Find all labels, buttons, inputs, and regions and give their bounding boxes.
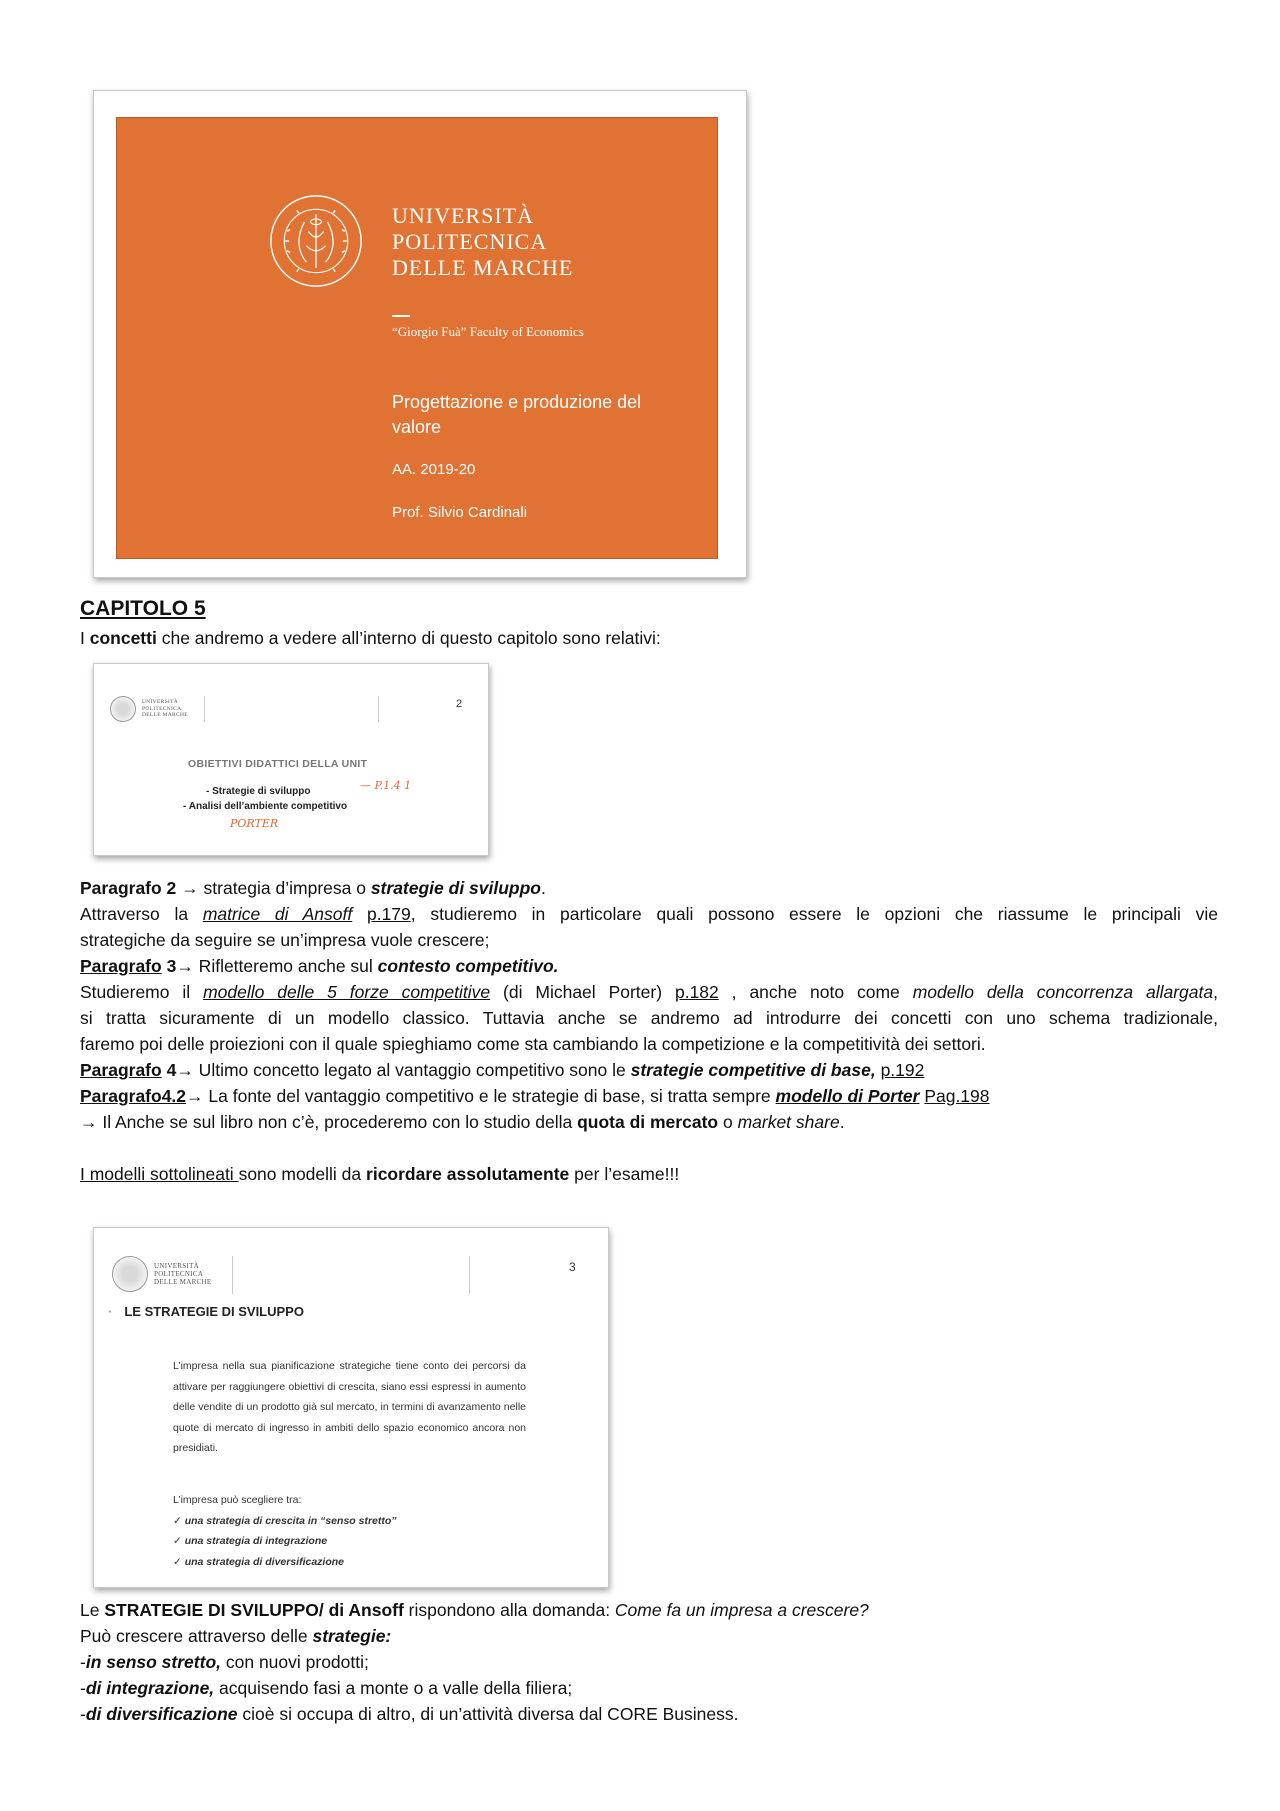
chapter-heading: CAPITOLO 5 [80,597,206,620]
slide-choices: L’impresa può scegliere tra: ✓ una strategia di crescita in “senso stretto” ✓ una strategia di integrazione ✓ una strategia di diversificazione [173,1490,526,1572]
objective-item: - Analisi dell’ambiente competitivo [183,801,348,812]
title-slide-image [93,90,747,578]
professor-name: Prof. Silvio Cardinali [392,504,528,521]
objective-item: - Strategie di sviluppo [206,786,311,797]
slide-page-number: 3 [569,1260,576,1274]
porter-line: Studieremo il modello delle 5 forze competitive (di Michael Porter) p.182 , anche noto come modello della concorrenza allargata, [80,982,1218,1002]
strategy-item: -in senso stretto, con nuovi prodotti; [80,1652,369,1672]
body-line: faremo poi delle proiezioni con il quale spieghiamo come sta cambiando la competizione e la competitività dei settori. [80,1034,986,1054]
choice-item: ✓ una strategia di diversificazione [173,1555,345,1568]
slide-page-number: 2 [456,698,463,710]
title-slide-background [116,117,718,559]
faculty-name: “Giorgio Fuà” Faculty of Economics [392,324,584,339]
handwritten-note: PORTER [230,817,279,830]
header-divider [469,1256,470,1294]
paragraph-4-line: Paragrafo 4→ Ultimo concetto legato al vantaggio competitivo sono le strategie competitive di base, p.192 [80,1060,925,1080]
header-divider [378,696,379,722]
strategy-item: -di integrazione, acquisendo fasi a monte o a valle della filiera; [80,1678,573,1698]
chapter-intro: I concetti che andremo a vedere all’interno di questo capitolo sono relativi: [80,628,661,648]
strategies-slide-image [93,1227,609,1588]
body-line: si tratta sicuramente di un modello classico. Tuttavia anche se andremo ad introdurre dei concetti con uno schema tradizionale, [80,1008,1218,1028]
header-divider [204,696,205,722]
university-seal-icon [110,696,136,722]
handwritten-note: — P.1.4 1 [360,779,412,792]
slide-logo: UNIVERSITÀ POLITECNICA DELLE MARCHE [110,696,188,722]
exam-note: I modelli sottolineati sono modelli da ricordare assolutamente per l’esame!!! [80,1164,680,1184]
slide-title: · LE STRATEGIE DI SVILUPPO [108,1304,304,1319]
objectives-slide-image [93,663,489,856]
university-name: UNIVERSITÀ POLITECNICA DELLE MARCHE [392,203,574,280]
market-share-line: → Il Anche se sul libro non c’è, procederemo con lo studio della quota di mercato o market share. [80,1112,845,1132]
university-seal-icon [268,193,364,289]
paragraph-2-line: Paragrafo 2 → strategia d’impresa o strategie di sviluppo. [80,878,546,898]
academic-year: AA. 2019-20 [392,461,476,478]
ansoff-line: Attraverso la matrice di Ansoff p.179, studieremo in particolare quali possono essere le opzioni che riassume le principali vie [80,904,1218,924]
strategies-intro: Può crescere attraverso delle strategie: [80,1626,392,1646]
paragraph-3-line: Paragrafo 3→ Rifletteremo anche sul contesto competitivo. [80,956,559,976]
slide-logo: UNIVERSITÀ POLITECNICA DELLE MARCHE [112,1256,211,1292]
header-divider [232,1256,233,1294]
paragraph-4-2-line: Paragrafo4.2→ La fonte del vantaggio competitivo e le strategie di base, si tratta sempre modello di Porter Pag.198 [80,1086,990,1106]
choice-item: ✓ una strategia di integrazione [173,1535,328,1547]
body-line: strategiche da seguire se un’impresa vuole crescere; [80,930,490,950]
slide-paragraph: L’impresa nella sua pianificazione strategiche tiene conto dei percorsi da attivare per raggiungere obiettivi di crescita, siano essi espressi in aumento delle vendite di un prodotto già sul mercato, in termini di avanzamento nelle quote di mercato di ingresso in ambiti dello spazio economico ancora non presidiati. [173,1360,526,1454]
course-title: Progettazione e produzione del valore [392,392,642,437]
title-divider [392,315,410,317]
slide-title: OBIETTIVI DIDATTICI DELLA UNIT [188,758,368,770]
ansoff-question: Le STRATEGIE DI SVILUPPO/ di Ansoff rispondono alla domanda: Come fa un impresa a crescere? [80,1600,869,1620]
university-seal-icon [112,1256,148,1292]
strategy-item: -di diversificazione cioè si occupa di altro, di un’attività diversa dal CORE Business. [80,1704,739,1724]
choice-item: ✓ una strategia di crescita in “senso stretto” [173,1514,397,1527]
